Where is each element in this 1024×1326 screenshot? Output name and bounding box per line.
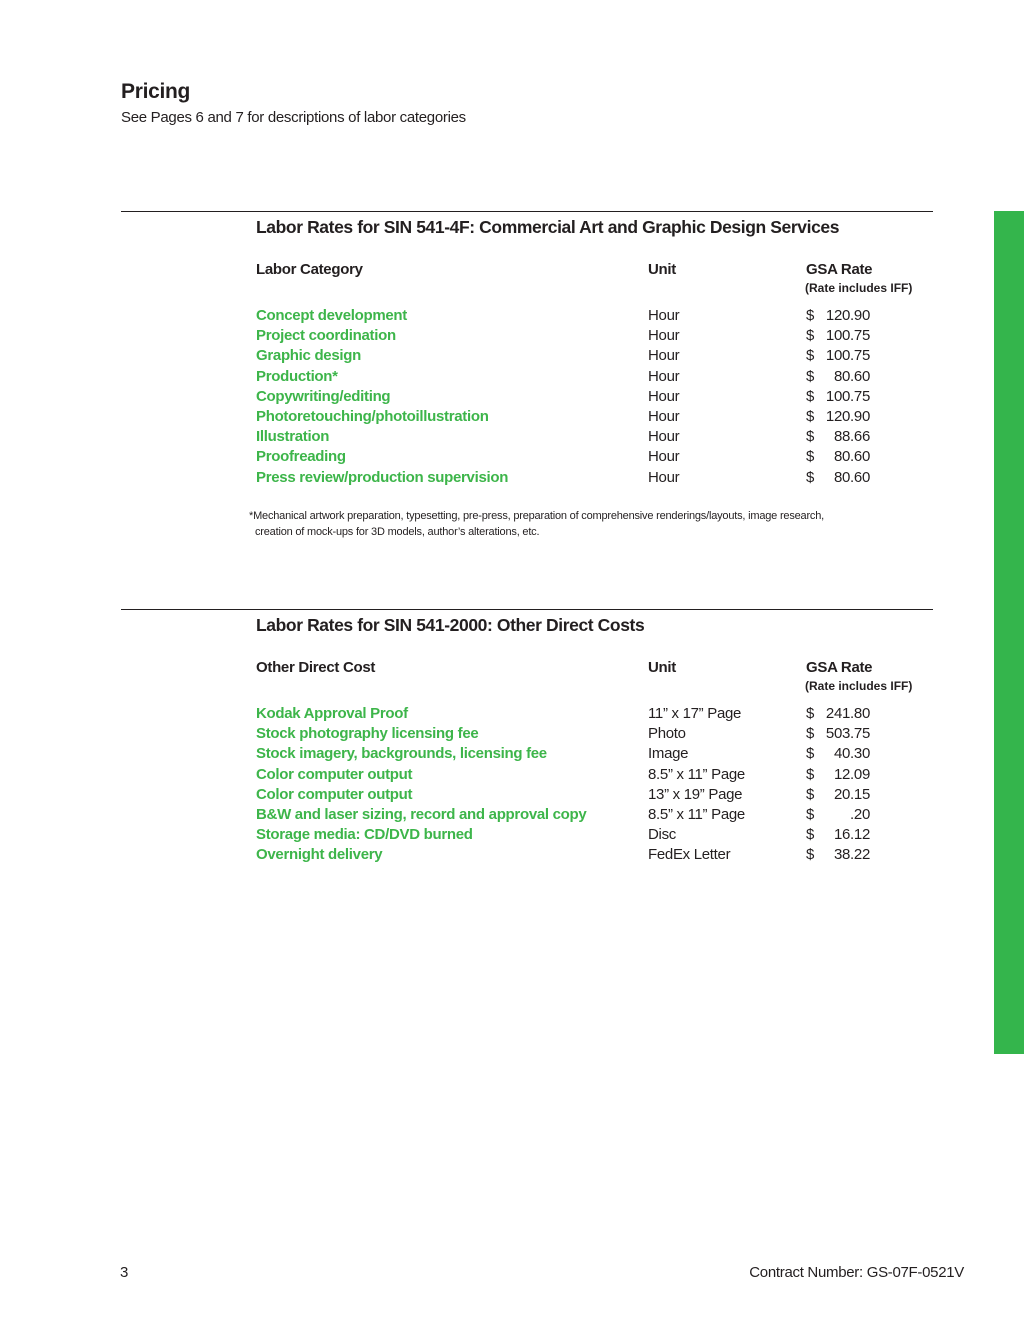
row-currency: $: [806, 725, 815, 743]
row-category: Copywriting/editing: [256, 387, 391, 405]
row-unit: Image: [648, 745, 689, 763]
row-unit: Hour: [648, 367, 680, 385]
rates-table: [121, 307, 933, 489]
column-header-category: Labor Category: [256, 261, 363, 278]
table-row: [121, 428, 933, 448]
row-category: Stock photography licensing fee: [256, 725, 479, 743]
row-currency: $: [806, 785, 815, 803]
row-category: Overnight delivery: [256, 846, 383, 864]
row-unit: Hour: [648, 468, 680, 486]
row-unit: 11” x 17” Page: [648, 705, 742, 722]
row-category: Color computer output: [256, 785, 413, 803]
table-row: [121, 745, 933, 765]
page-number: 3: [120, 1264, 129, 1281]
row-category: Concept development: [256, 307, 407, 324]
row-rate: 100.75: [825, 327, 870, 345]
row-currency: $: [806, 826, 815, 844]
row-unit: Hour: [648, 448, 680, 466]
table-row: [121, 469, 933, 489]
row-unit: Hour: [648, 428, 680, 446]
section-divider: [121, 609, 933, 610]
row-currency: $: [806, 347, 815, 365]
row-currency: $: [806, 705, 815, 722]
row-rate: 12.09: [833, 765, 870, 783]
table-row: [121, 448, 933, 468]
table-row: [121, 327, 933, 347]
green-side-tab: [994, 211, 1024, 1054]
table-row: [121, 388, 933, 408]
row-category: Press review/production supervision: [256, 468, 509, 486]
row-unit: Hour: [648, 407, 680, 425]
row-unit: 13” x 19” Page: [648, 785, 743, 803]
row-rate: 80.60: [833, 448, 870, 466]
table-row: [121, 408, 933, 428]
row-rate: 100.75: [825, 347, 870, 365]
row-rate: 120.90: [825, 407, 870, 425]
row-category: Stock imagery, backgrounds, licensing fee: [256, 745, 547, 763]
row-unit: Hour: [648, 307, 680, 324]
row-category: Illustration: [256, 428, 330, 446]
row-rate: 20.15: [833, 785, 870, 803]
column-header-unit: Unit: [648, 659, 676, 676]
column-header-rate: GSA Rate: [806, 659, 873, 676]
row-rate: 80.60: [833, 468, 870, 486]
row-rate: 88.66: [833, 428, 870, 446]
table-row: [121, 806, 933, 826]
row-unit: 8.5” x 11” Page: [648, 805, 745, 823]
footnote-line: *Mechanical artwork preparation, typesetting, pre-press, preparation of comprehensive renderings/layouts, image research,: [249, 510, 824, 522]
footnote-line: creation of mock-ups for 3D models, author’s alterations, etc.: [255, 526, 540, 538]
section-divider: [121, 211, 933, 212]
column-header-unit: Unit: [648, 261, 676, 278]
row-currency: $: [806, 307, 815, 324]
row-currency: $: [806, 407, 815, 425]
table-row: [121, 347, 933, 367]
row-rate: 40.30: [833, 745, 870, 763]
row-currency: $: [806, 846, 815, 864]
table-row: [121, 705, 933, 725]
row-unit: Disc: [648, 826, 676, 844]
row-rate: 80.60: [833, 367, 870, 385]
table-row: [121, 826, 933, 846]
row-currency: $: [806, 468, 815, 486]
column-header-rate: GSA Rate: [806, 261, 873, 278]
row-unit: Hour: [648, 347, 680, 365]
row-category: Color computer output: [256, 765, 413, 783]
row-currency: $: [806, 367, 815, 385]
row-unit: Hour: [648, 327, 680, 345]
page-subtitle: See Pages 6 and 7 for descriptions of labor categories: [121, 109, 466, 126]
table-row: [121, 766, 933, 786]
row-category: Graphic design: [256, 347, 361, 365]
row-rate: 38.22: [833, 846, 870, 864]
row-rate: 503.75: [825, 725, 870, 743]
row-rate: 100.75: [825, 387, 870, 405]
table-row: [121, 786, 933, 806]
column-header-rate-note: (Rate includes IFF): [805, 679, 913, 693]
row-category: Project coordination: [256, 327, 396, 345]
column-header-category: Other Direct Cost: [256, 659, 376, 676]
row-currency: $: [806, 765, 815, 783]
row-currency: $: [806, 428, 815, 446]
row-rate: 241.80: [825, 705, 870, 722]
row-unit: Photo: [648, 725, 686, 743]
footnote: [249, 508, 889, 540]
row-category: Storage media: CD/DVD burned: [256, 826, 473, 844]
table-row: [121, 725, 933, 745]
row-unit: FedEx Letter: [648, 846, 731, 864]
column-header-rate-note: (Rate includes IFF): [805, 281, 913, 295]
row-category: Production*: [256, 367, 338, 385]
row-category: Proofreading: [256, 448, 346, 466]
row-rate: 120.90: [825, 307, 870, 324]
row-unit: 8.5” x 11” Page: [648, 765, 745, 783]
section-title: Labor Rates for SIN 541-4F: Commercial Art and Graphic Design Services: [256, 217, 840, 237]
table-row: [121, 307, 933, 327]
row-rate: 16.12: [833, 826, 870, 844]
row-currency: $: [806, 805, 815, 823]
page-title: Pricing: [121, 80, 191, 103]
row-rate: .20: [850, 805, 870, 823]
row-unit: Hour: [648, 387, 680, 405]
table-row: [121, 368, 933, 388]
row-category: Photoretouching/photoillustration: [256, 407, 489, 425]
table-row: [121, 846, 933, 866]
row-currency: $: [806, 745, 815, 763]
row-category: B&W and laser sizing, record and approval copy: [256, 805, 587, 823]
row-currency: $: [806, 327, 815, 345]
row-currency: $: [806, 448, 815, 466]
section-title: Labor Rates for SIN 541-2000: Other Direct Costs: [256, 615, 645, 635]
row-category: Kodak Approval Proof: [256, 705, 408, 722]
row-currency: $: [806, 387, 815, 405]
contract-number: Contract Number: GS-07F-0521V: [749, 1264, 964, 1281]
rates-table: [121, 705, 933, 867]
